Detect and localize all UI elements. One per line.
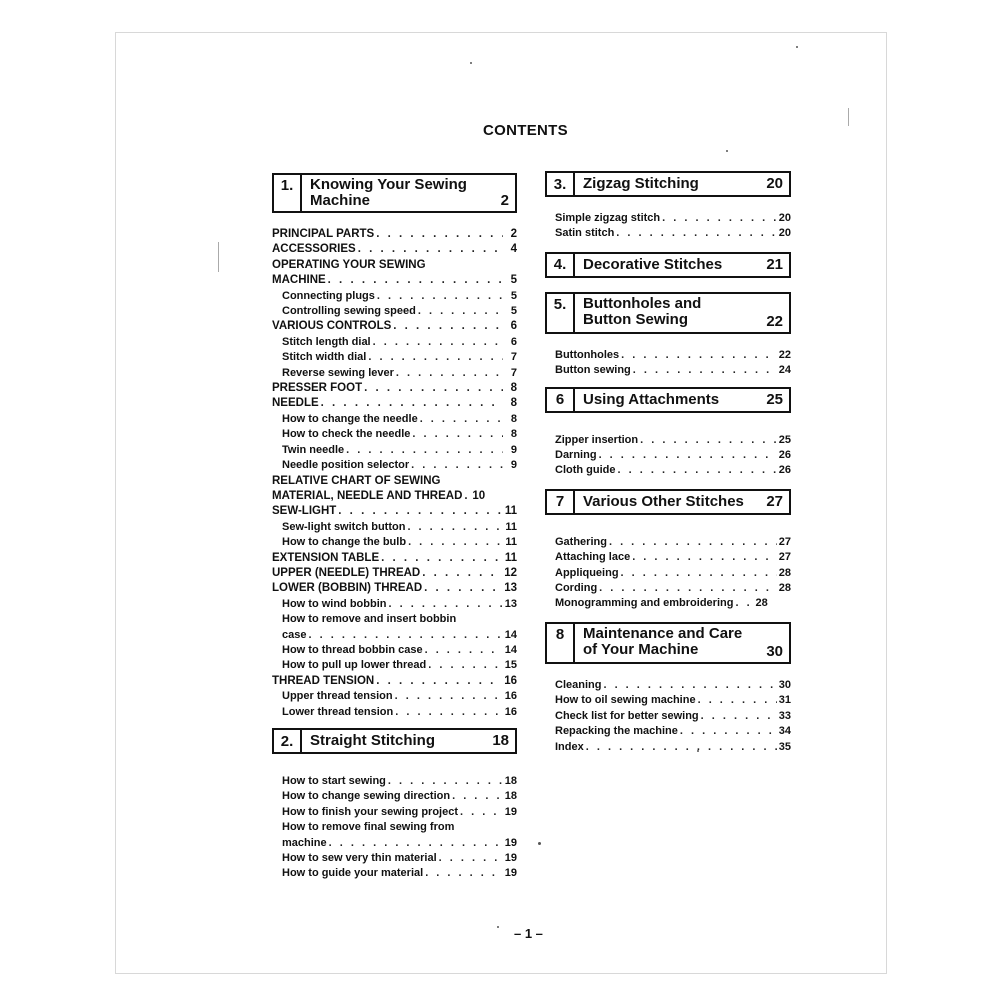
toc-entry[interactable]: MATERIAL, NEEDLE AND THREAD . . . 10 <box>272 489 517 504</box>
section-3-entries <box>545 211 791 242</box>
toc-entry[interactable]: PRESSER FOOT . . . 8 <box>272 381 517 396</box>
section-number: 6 <box>547 389 575 411</box>
scan-speck <box>218 242 219 272</box>
toc-entry[interactable]: Button sewing . . . 24 <box>545 363 791 378</box>
section-number: 1. <box>274 175 302 211</box>
section-2-entries <box>272 774 517 882</box>
toc-entry[interactable]: Cloth guide . . . 26 <box>545 463 791 478</box>
toc-entry[interactable]: Reverse sewing lever . . . 7 <box>272 366 517 381</box>
section-title-line1: Maintenance and Care <box>583 624 743 642</box>
section-page: 21 <box>766 255 783 273</box>
toc-entry[interactable]: Sew-light switch button . . . 11 <box>272 520 517 535</box>
toc-entry[interactable]: Stitch width dial . . . 7 <box>272 350 517 365</box>
section-4-heading[interactable] <box>545 252 791 278</box>
section-title: Zigzag Stitching <box>583 175 699 192</box>
toc-entry[interactable]: How to change the needle . . . 8 <box>272 412 517 427</box>
toc-entry[interactable]: Connecting plugs . . . 5 <box>272 289 517 304</box>
section-3-heading[interactable] <box>545 171 791 197</box>
section-6-heading[interactable] <box>545 387 791 413</box>
toc-entry[interactable]: How to pull up lower thread . . . 15 <box>272 658 517 673</box>
scan-speck <box>697 750 699 752</box>
section-number: 8 <box>547 624 575 662</box>
section-6-entries <box>545 433 791 479</box>
toc-entry[interactable]: Upper thread tension . . . 16 <box>272 689 517 704</box>
section-page: 30 <box>766 642 783 660</box>
toc-entry[interactable]: LOWER (BOBBIN) THREAD . . . 13 <box>272 581 517 596</box>
toc-entry[interactable]: Simple zigzag stitch . . . 20 <box>545 211 791 226</box>
section-7-entries <box>545 535 791 612</box>
section-number: 3. <box>547 173 575 195</box>
toc-entry[interactable]: PRINCIPAL PARTS . . . 2 <box>272 227 517 242</box>
toc-entry[interactable]: Monogramming and embroidering . . . 28 <box>545 596 791 611</box>
toc-entry[interactable]: Darning . . . 26 <box>545 448 791 463</box>
section-title: Decorative Stitches <box>583 255 723 273</box>
toc-entry[interactable]: How to change sewing direction . . . 18 <box>272 789 517 804</box>
section-title: Straight Stitching <box>310 732 435 749</box>
toc-entry[interactable]: ACCESSORIES . . . 4 <box>272 242 517 257</box>
toc-entry[interactable]: Gathering . . . 27 <box>545 535 791 550</box>
scan-speck <box>726 150 728 152</box>
scan-speck <box>538 842 541 845</box>
toc-entry[interactable]: How to check the needle . . . 8 <box>272 427 517 442</box>
toc-entry[interactable]: THREAD TENSION . . . 16 <box>272 674 517 689</box>
section-page: 2 <box>500 192 509 209</box>
toc-entry[interactable]: Appliqueing . . . 28 <box>545 566 791 581</box>
toc-entry[interactable]: How to guide your material . . . 19 <box>272 866 517 881</box>
toc-entry[interactable]: How to remove and insert bobbin <box>282 613 457 626</box>
toc-entry[interactable]: How to remove final sewing from <box>282 821 455 834</box>
toc-entry[interactable]: OPERATING YOUR SEWING <box>272 258 426 271</box>
toc-entry[interactable]: Attaching lace . . . 27 <box>545 550 791 565</box>
toc-entry[interactable]: How to change the bulb . . . 11 <box>272 535 517 550</box>
scan-speck <box>848 108 849 126</box>
section-title-line2: Button Sewing <box>583 310 688 328</box>
section-7-heading[interactable] <box>545 489 791 515</box>
toc-entry[interactable]: Cleaning . . . 30 <box>545 678 791 693</box>
section-8-entries <box>545 678 791 755</box>
section-5-entries <box>545 348 791 379</box>
toc-entry[interactable]: Cording . . . 28 <box>545 581 791 596</box>
section-number: 7 <box>547 491 575 513</box>
scan-speck <box>796 46 798 48</box>
toc-entry[interactable]: How to oil sewing machine . . . 31 <box>545 693 791 708</box>
section-1-entries <box>272 227 517 720</box>
section-page: 22 <box>766 312 783 330</box>
section-8-heading[interactable] <box>545 622 791 664</box>
toc-entry[interactable]: RELATIVE CHART OF SEWING <box>272 474 441 487</box>
toc-entry[interactable]: How to sew very thin material . . . 19 <box>272 851 517 866</box>
toc-entry[interactable]: Satin stitch . . . 20 <box>545 226 791 241</box>
section-title: Various Other Stitches <box>583 492 744 510</box>
toc-entry[interactable]: Index . . . 35 <box>545 740 791 755</box>
section-5-heading[interactable] <box>545 292 791 334</box>
section-page: 25 <box>766 390 783 408</box>
toc-entry[interactable]: How to start sewing . . . 18 <box>272 774 517 789</box>
section-title-line2: of Your Machine <box>583 640 699 658</box>
toc-entry[interactable]: How to finish your sewing project . . . 19 <box>272 805 517 820</box>
section-title-line2: Machine <box>310 192 371 209</box>
section-page: 20 <box>766 175 783 192</box>
toc-entry[interactable]: Twin needle . . . 9 <box>272 443 517 458</box>
toc-entry[interactable]: Check list for better sewing . . . 33 <box>545 709 791 724</box>
section-page: 18 <box>492 732 509 749</box>
toc-entry[interactable]: SEW-LIGHT . . . 11 <box>272 504 517 519</box>
toc-entry[interactable]: Lower thread tension . . . 16 <box>272 705 517 720</box>
scan-speck <box>497 926 499 928</box>
right-column <box>545 171 791 755</box>
section-number: 2. <box>274 730 302 752</box>
toc-entry[interactable]: Zipper insertion . . . 25 <box>545 433 791 448</box>
scan-speck <box>470 62 472 64</box>
toc-entry[interactable]: Repacking the machine . . . 34 <box>545 724 791 739</box>
section-1-heading[interactable] <box>272 173 517 213</box>
toc-entry[interactable]: case . . . 14 <box>272 628 517 643</box>
toc-entry[interactable]: Controlling sewing speed . . . 5 <box>272 304 517 319</box>
toc-entry[interactable]: How to thread bobbin case . . . 14 <box>272 643 517 658</box>
section-title: Using Attachments <box>583 390 720 408</box>
section-title-line1: Buttonholes and <box>583 294 702 312</box>
toc-entry[interactable]: machine . . . 19 <box>272 836 517 851</box>
toc-entry[interactable]: NEEDLE . . . 8 <box>272 396 517 411</box>
section-number: 4. <box>547 254 575 276</box>
section-title-line1: Knowing Your Sewing <box>310 176 467 193</box>
section-number: 5. <box>547 294 575 332</box>
section-page: 27 <box>766 492 783 510</box>
toc-entry[interactable]: Buttonholes . . . 22 <box>545 348 791 363</box>
toc-entry[interactable]: How to wind bobbin . . . 13 <box>272 597 517 612</box>
toc-entry[interactable]: Stitch length dial . . . 6 <box>272 335 517 350</box>
toc-entry[interactable]: MACHINE . . . 5 <box>272 273 517 288</box>
page-title: CONTENTS <box>483 122 568 139</box>
toc-entry[interactable]: EXTENSION TABLE . . . 11 <box>272 551 517 566</box>
left-column <box>272 173 517 882</box>
toc-entry[interactable]: UPPER (NEEDLE) THREAD . . . 12 <box>272 566 517 581</box>
page-number: – 1 – <box>514 926 543 941</box>
section-2-heading[interactable] <box>272 728 517 754</box>
toc-entry[interactable]: VARIOUS CONTROLS . . . 6 <box>272 319 517 334</box>
toc-entry[interactable]: Needle position selector . . . 9 <box>272 458 517 473</box>
